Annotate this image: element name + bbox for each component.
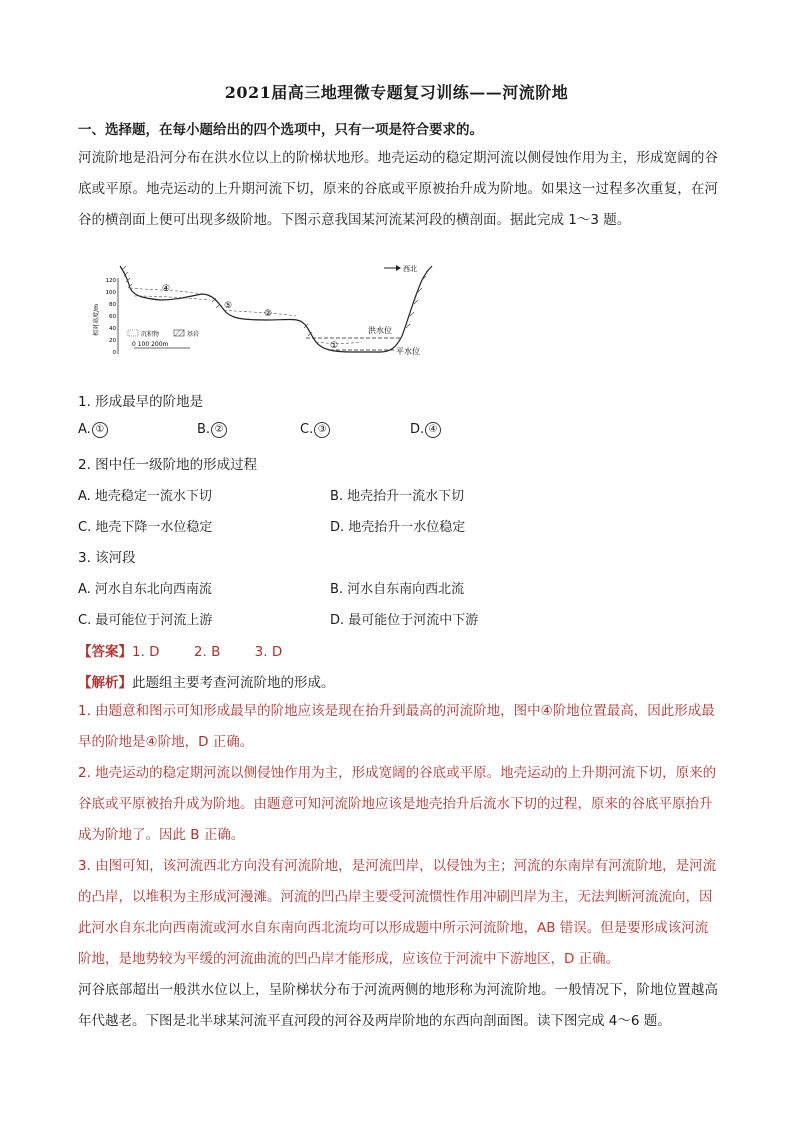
q1-option-c (300, 422, 330, 438)
y-tick: 60 (109, 314, 116, 320)
q1-option-a (78, 422, 108, 438)
q1-option-b (197, 422, 227, 438)
flood-level-label: 洪水位 (368, 326, 392, 335)
terrace-label-4: ④ (162, 284, 171, 294)
question-2-stem: 2. 图中任一级阶地的形成过程 (78, 457, 258, 473)
analysis-text: 此题组主要考查河流阶地的形成。 (132, 675, 335, 691)
y-tick: 100 (105, 290, 116, 296)
question-1-stem: 1. 形成最早的阶地是 (78, 394, 204, 410)
y-tick: 40 (109, 326, 116, 332)
y-tick: 120 (105, 278, 116, 284)
legend-sediment: 沉积物 (141, 331, 160, 338)
y-tick: 80 (109, 302, 116, 308)
circled-number: ① (92, 422, 108, 438)
q3-option-b: B. 河水自东南向西北流 (330, 582, 465, 597)
explanation-3-part-e: 。 (605, 951, 620, 967)
circled-number: ③ (314, 422, 330, 438)
question-3-stem: 3. 该河段 (78, 550, 136, 566)
explanation-3-ab-wrong: AB 错误 (537, 920, 587, 936)
circled-number: ④ (425, 422, 441, 438)
answer-line (78, 640, 282, 660)
explanation-3-part-a: 3. 由图可知，该河流西北方向没有河流阶地，是河流凹岸，以侵蚀为主；河流的东南岸有河流阶地，是河流的凸岸，以堆积为主形成河漫滩。河流的凹凸岸主要受河流惯性作用冲刷凹岸为主，无法判断河流流向，因此河水自东北向西南流或河水自东南向西北流均可以形成题中所示河流阶地， (78, 858, 717, 936)
section-heading: 一、选择题，在每小题给出的四个选项中，只有一项是符合要求的。 (78, 122, 483, 138)
option-letter: A. (78, 422, 91, 437)
explanation-2: 2. 地壳运动的稳定期河流以侧侵蚀作用为主，形成宽阔的谷底或平原。地壳运动的上升期河流下切，原来的谷底或平原被抬升成为阶地。由题意可知河流阶地应该是地壳抬升后流水下切的过程，原来的谷底平原抬升成为阶地了。因此 B 正确。 (78, 765, 717, 843)
terrace-label-5: ⑤ (224, 301, 233, 311)
intro-paragraph: 河流阶地是沿河分布在洪水位以上的阶梯状地形。地壳运动的稳定期河流以侧侵蚀作用为主，形成宽阔的谷底或平原。地壳运动的上升期河流下切，原来的谷底或平原被抬升成为阶地。如果这一过程多次重复，在河谷的横剖面上便可出现多级阶地。下图示意我国某河流某河段的横剖面。据此完成 1～3 题。 (78, 150, 718, 228)
legend-bedrock: 基岩 (187, 331, 200, 338)
q3-option-a: A. 河水自东北向西南流 (78, 582, 212, 597)
q1-option-d (410, 422, 441, 438)
terrace-labels (162, 284, 338, 351)
analysis-line (78, 671, 335, 691)
circled-number: ② (211, 422, 227, 438)
scale-bar-label: 0 100 200m (132, 341, 169, 348)
option-letter: C. (300, 422, 314, 437)
north-direction-label: 西北 (403, 265, 417, 273)
y-tick: 20 (109, 338, 116, 344)
y-tick: 0 (112, 350, 116, 356)
option-letter: D. (410, 422, 425, 437)
q2-option-d: D. 地壳抬升一水位稳定 (330, 520, 466, 535)
explanation-3 (78, 851, 718, 975)
river-terrace-cross-section-figure (90, 258, 440, 370)
q2-option-a: A. 地壳稳定一流水下切 (78, 489, 212, 504)
terrace-label-2: ② (264, 309, 273, 319)
q3-option-c: C. 最可能位于河流上游 (78, 613, 213, 628)
q2-option-c: C. 地壳下降一水位稳定 (78, 520, 213, 535)
answer-label: 【答案】 (78, 644, 132, 660)
explanation-3-part-c: 。但是要形成该河流阶地，是地势较为平缓的河流曲流的凹凸岸才能形成，应该位于河流中下游地区， (78, 920, 709, 967)
q2-option-b: B. 地壳抬升一流水下切 (330, 489, 465, 504)
y-axis-label: 相对高度/m (93, 304, 100, 336)
analysis-label: 【解析】 (78, 675, 132, 691)
option-letter: B. (197, 422, 211, 437)
answer-text: 1. D 2. B 3. D (132, 644, 283, 660)
page-title: 2021届高三地理微专题复习训练——河流阶地 (224, 83, 569, 102)
low-water-label: 平水位 (396, 347, 420, 356)
terrace-label-1: ① (330, 341, 339, 351)
explanation-1: 1. 由题意和图示可知形成最早的阶地应该是现在抬升到最高的河流阶地，图中④阶地位置最高，因此形成最早的阶地是④阶地，D 正确。 (78, 703, 715, 750)
q3-option-d: D. 最可能位于河流中下游 (330, 613, 479, 628)
intro-paragraph-2: 河谷底部超出一般洪水位以上，呈阶梯状分布于河流两侧的地形称为河流阶地。一般情况下，阶地位置越高年代越老。下图是北半球某河流平直河段的河谷及两岸阶地的东西向剖面图。读下图完成 4～6 题。 (78, 982, 718, 1029)
y-ticks (106, 278, 117, 356)
explanation-3-d-correct: D 正确 (564, 951, 606, 967)
